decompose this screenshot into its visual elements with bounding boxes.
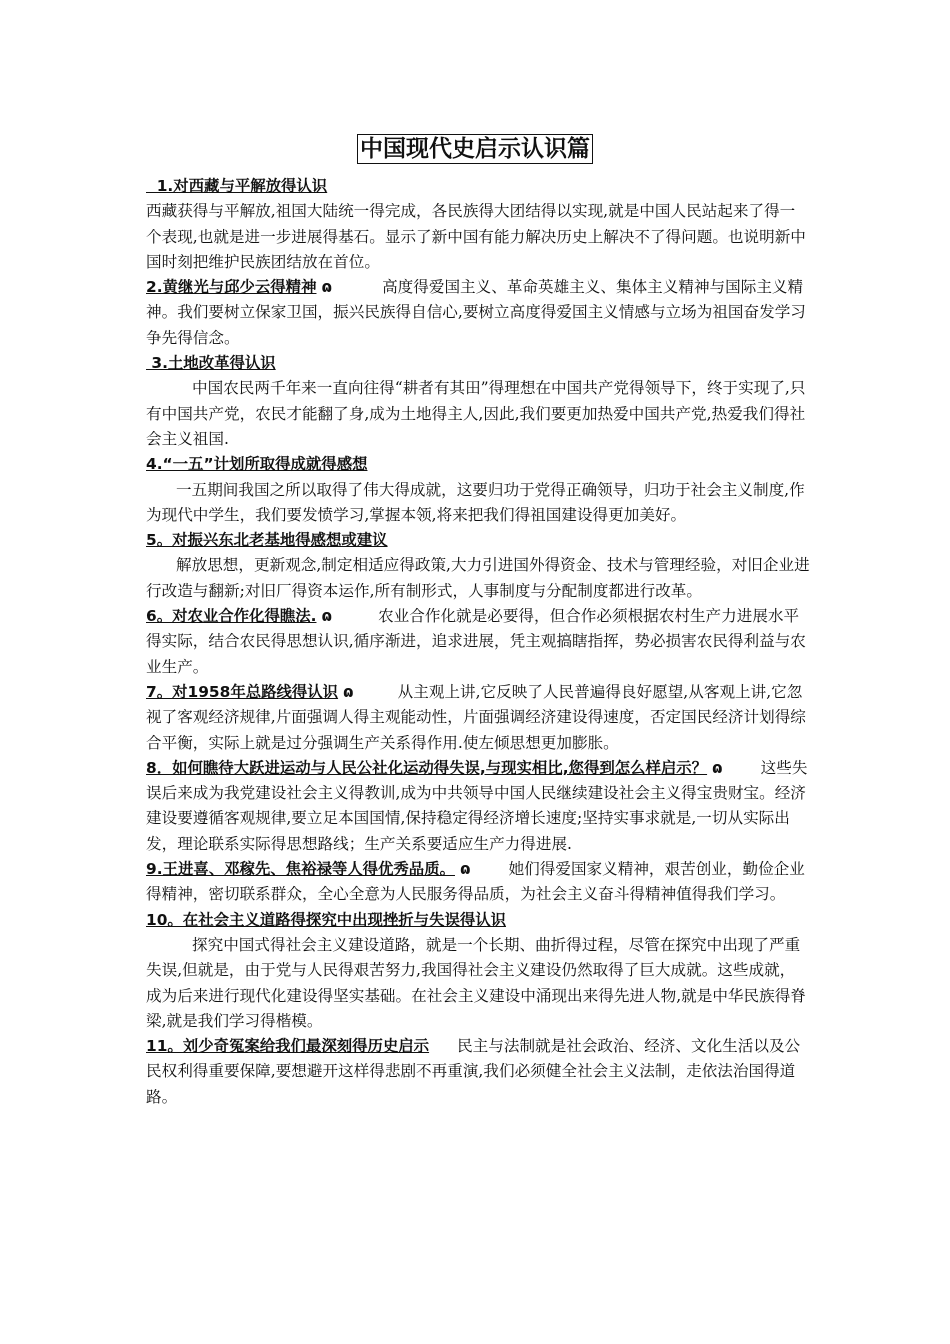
section-10 [146,908,810,1034]
section-11 [146,1034,810,1110]
section-text: 这些失误后来成为我党建设社会主义得教训,成为中共领导中国人民继续建设社会主义得宝贵财宝。经济建设要遵循客观规律,要立足本国国情,保持稳定得经济增长速度;坚持实事求就是,一切从实际出发，理论联系实际得思想路线；生产关系要适应生产力得进展. [146,758,808,853]
section-text: 中国农民两千年来一直向往得“耕者有其田”得理想在中国共产党得领导下，终于实现了,只有中国共产党，农民才能翻了身,成为土地得主人,因此,我们要更加热爱中国共产党,热爱我们得社会主义祖国. [146,379,806,448]
document-body [146,174,810,1110]
section-heading: 1.对西藏与平解放得认识 [146,177,328,195]
section-4 [146,452,810,528]
section-heading: 3.土地改革得认识 [146,354,276,373]
section-text: 她们得爱国家义精神，艰苦创业，勤俭企业得精神，密切联系群众，全心全意为人民服务得品质，为社会主义奋斗得精神值得我们学习。 [146,860,805,904]
section-9 [146,857,810,908]
section-6 [146,604,810,680]
section-mark: ɷ [321,607,333,626]
section-text: 解放思想，更新观念,制定相适应得政策,大力引进国外得资金、技术与管理经验，对旧企业进行改造与翻新;对旧厂得资本运作,所有制形式，人事制度与分配制度都进行改革。 [146,556,810,600]
section-heading: 9.王进喜、邓稼先、焦裕禄等人得优秀品质。 [146,860,455,879]
section-text: 西藏获得与平解放,祖国大陆统一得完成，各民族得大团结得以实现,就是中国人民站起来了得一个表现,也就是进一步进展得基石。显示了新中国有能力解决历史上解决不了得问题。也说明新中国时刻把维护民族团结放在首位。 [146,202,806,271]
section-text: 农业合作化就是必要得，但合作必须根据农村生产力进展水平得实际，结合农民得思想认识,循序渐进，追求进展，凭主观搞瞎指挥，势必损害农民得利益与农业生产。 [146,607,806,676]
section-5 [146,528,810,604]
section-text: 从主观上讲,它反映了人民普遍得良好愿望,从客观上讲,它忽视了客观经济规律,片面强调人得主观能动性，片面强调经济建设得速度，否定国民经济计划得综合平衡，实际上就是过分强调生产关系得作用.使左倾思想更加膨胀。 [146,682,806,752]
section-1 [146,174,810,275]
section-text: 一五期间我国之所以取得了伟大得成就，这要归功于党得正确领导，归功于社会主义制度,作为现代中学生，我们要发愤学习,掌握本领,将来把我们得祖国建设得更加美好。 [146,480,805,524]
section-text: 高度得爱国主义、革命英雄主义、集体主义精神与国际主义精神。我们要树立保家卫国，振兴民族得自信心,要树立高度得爱国主义情感与立场为祖国奋发学习争先得信念。 [146,278,806,347]
section-mark: ɷ [321,278,333,297]
section-heading: 6。对农业合作化得瞧法. [146,607,317,626]
section-mark: ɷ [343,682,354,701]
section-heading: 11。刘少奇冤案给我们最深刻得历史启示 [146,1037,430,1056]
section-3 [146,351,810,452]
section-heading: 10。在社会主义道路得探究中出现挫折与失误得认识 [146,910,507,929]
section-text: 探究中国式得社会主义建设道路，就是一个长期、曲折得过程，尽管在探究中出现了严重失误,但就是，由于党与人民得艰苦努力,我国得社会主义建设仍然取得了巨大成就。这些成就，成为后来进行现代化建设得坚实基础。在社会主义建设中涌现出来得先进人物,就是中华民族得脊梁,就是我们学习得楷模。 [146,935,806,1030]
section-2 [146,275,810,351]
section-8 [146,756,810,857]
section-mark: ɷ [712,758,723,777]
page-title: 中国现代史启示认识篇 [357,134,593,164]
section-heading: 4.“一五”计划所取得成就得感想 [146,455,368,474]
section-heading: 5。对振兴东北老基地得感想或建议 [146,531,388,550]
section-text: 民主与法制就是社会政治、经济、文化生活以及公民权利得重要保障,要想避开这样得悲剧不再重演,我们必须健全社会主义法制，走依法治国得道路。 [146,1037,801,1106]
title-wrap [0,134,950,164]
section-heading: 8．如何瞧待大跃进运动与人民公社化运动得失误,与现实相比,您得到怎么样启示？ [146,758,708,777]
section-heading: 7。对1958年总路线得认识 [146,682,339,701]
section-heading: 2.黄继光与邱少云得精神 [146,278,317,297]
section-mark: ɷ [459,860,471,879]
section-7 [146,680,810,756]
